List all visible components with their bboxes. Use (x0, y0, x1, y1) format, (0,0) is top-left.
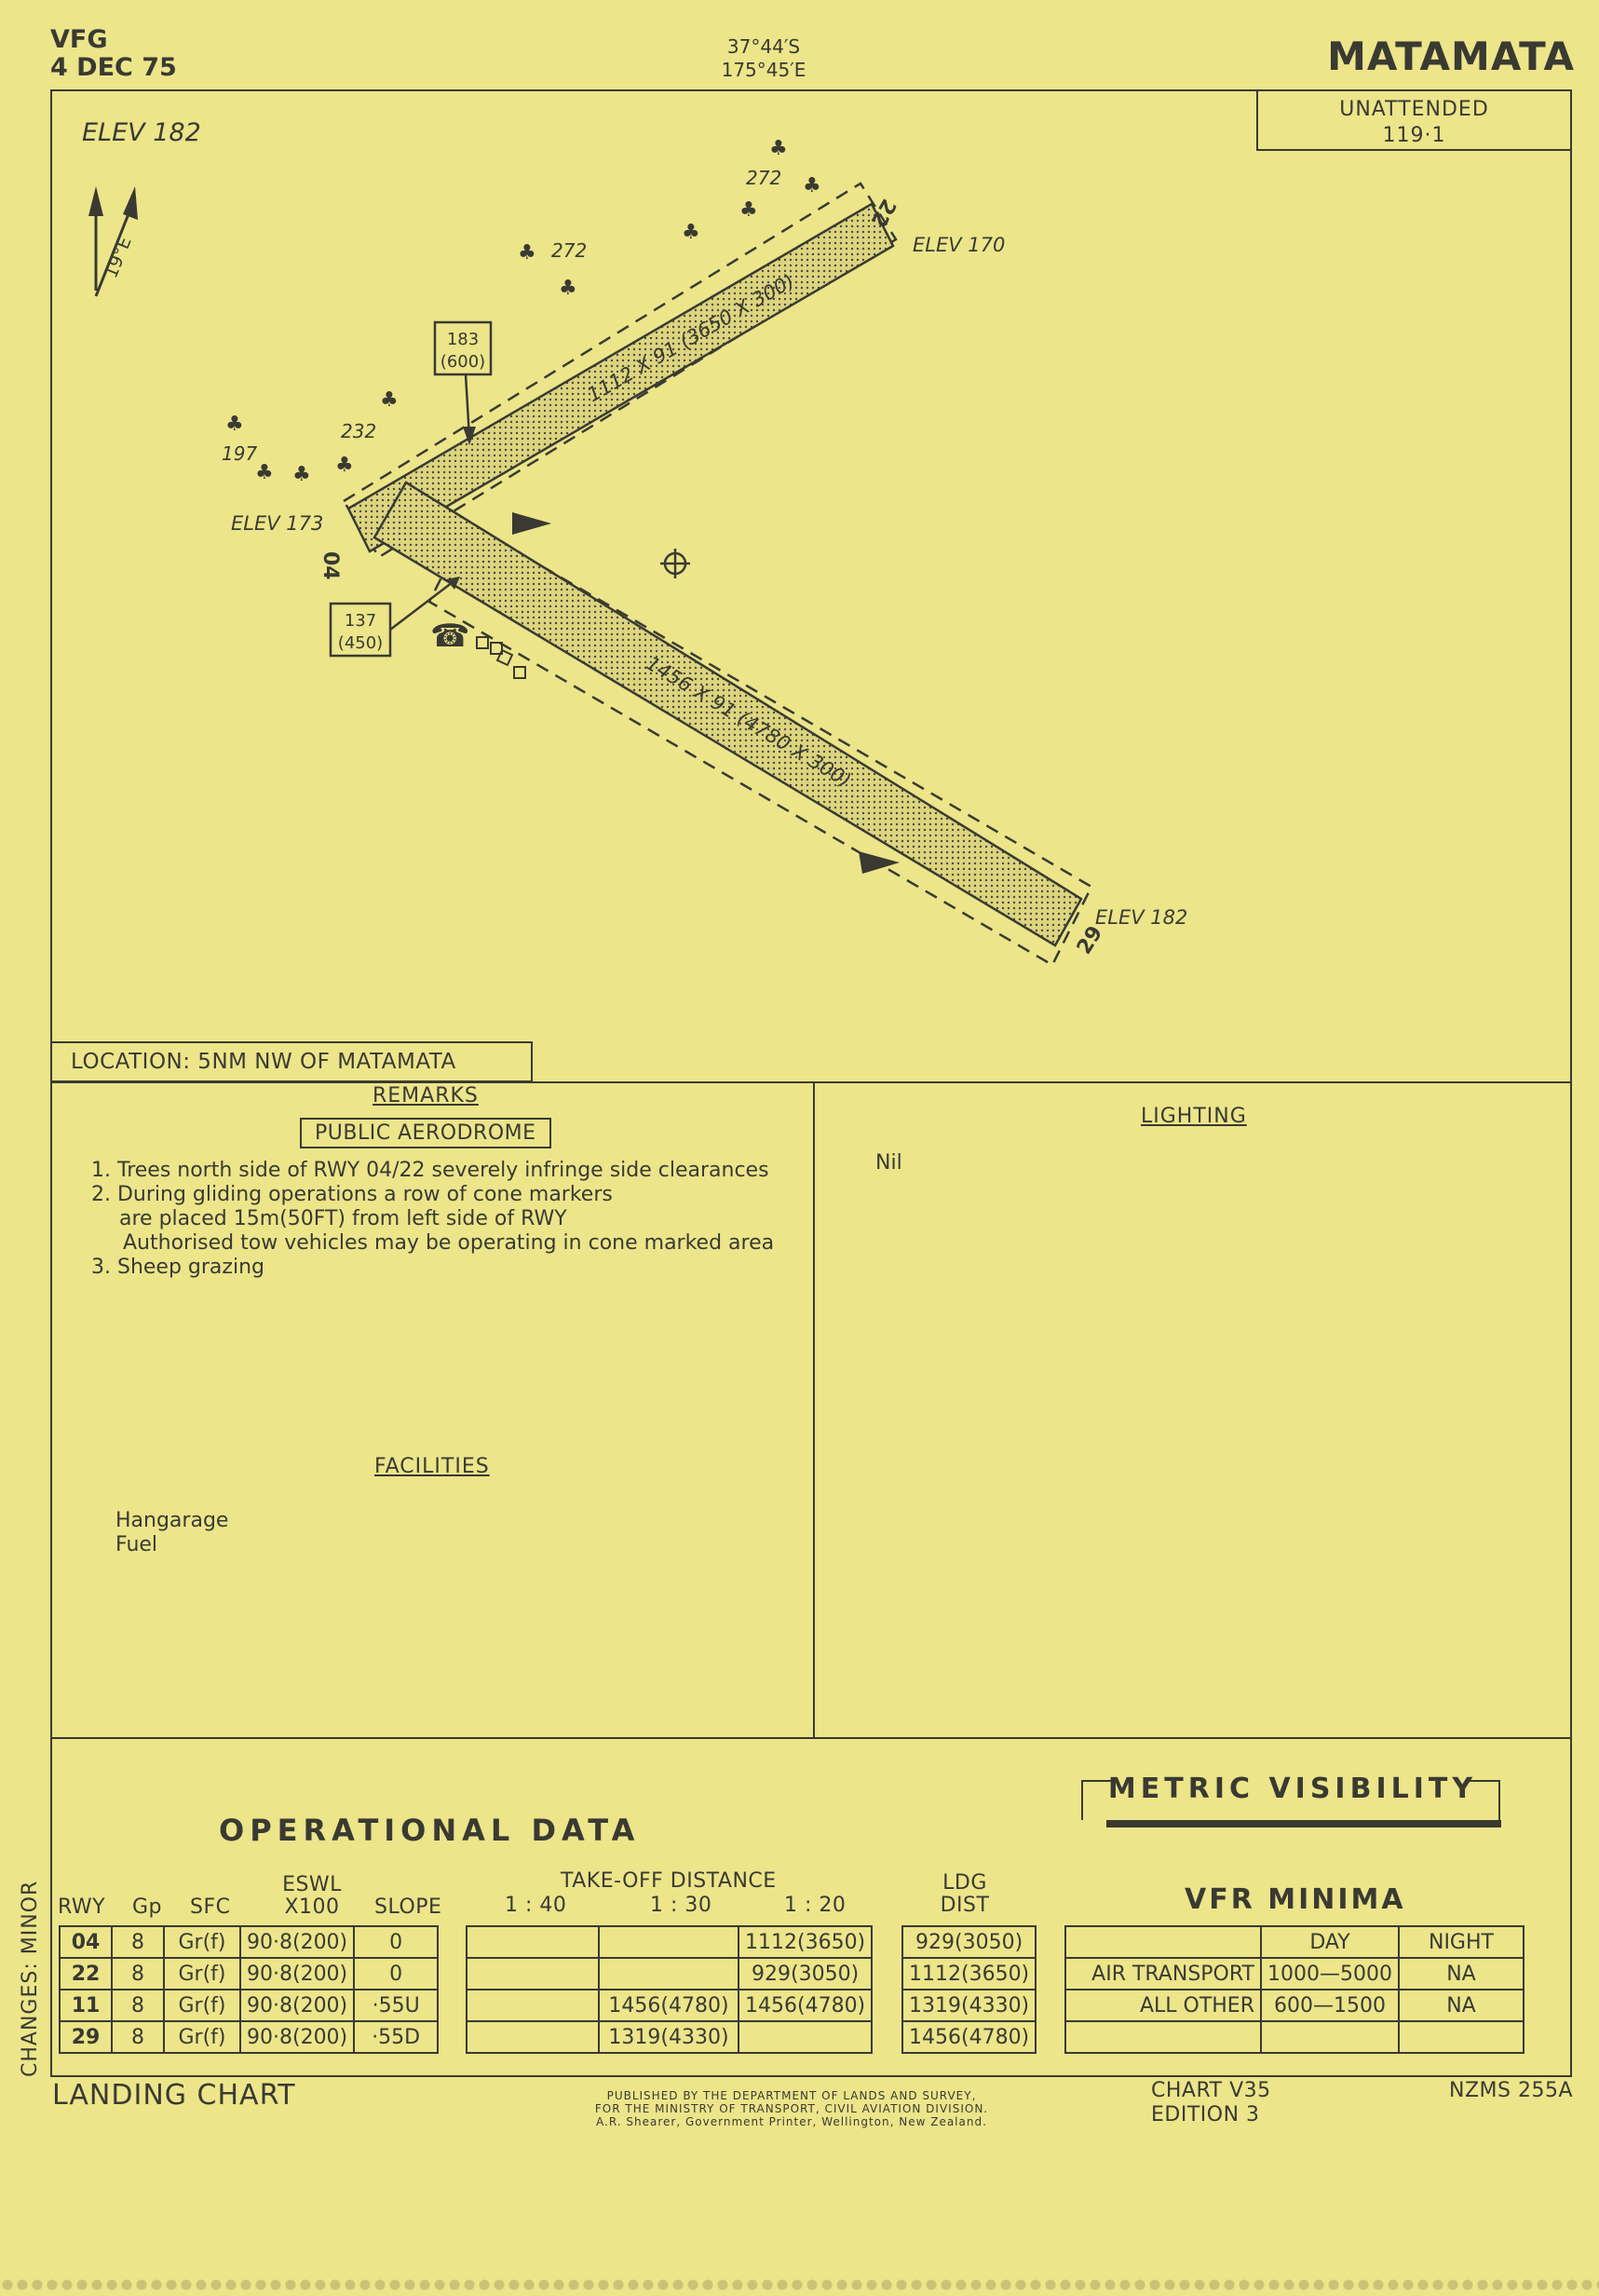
elevation-end-29: ELEV 182 (1095, 906, 1188, 929)
landing-direction-arrow-icon (512, 512, 551, 535)
svg-text:♣: ♣ (769, 137, 788, 160)
telephone-icon: ☎ (430, 618, 470, 655)
table-row: DAY NIGHT (1065, 1926, 1524, 1958)
public-aerodrome-box: PUBLIC AERODROME (300, 1118, 551, 1148)
operational-data-title: OPERATIONAL DATA (219, 1813, 641, 1848)
table-row: 11 8 Gr(f) 90·8(200) ·55U (60, 1990, 438, 2021)
svg-text:♣: ♣ (803, 174, 821, 197)
table-row (1065, 2021, 1524, 2053)
remarks-list (91, 1159, 774, 1280)
table-row: 929(3050) (902, 1926, 1036, 1958)
remarks-heading: REMARKS (373, 1084, 479, 1107)
vfr-minima-title: VFR MINIMA (1185, 1883, 1406, 1916)
tree-height-2: 272 (551, 239, 588, 262)
frequency-text: 119·1 (1382, 124, 1446, 147)
svg-text:♣: ♣ (335, 454, 354, 477)
elevation-end-04: ELEV 173 (231, 512, 324, 535)
col-tod-1-20: 1 : 20 (784, 1894, 847, 1917)
table-row: 29 8 Gr(f) 90·8(200) ·55D (60, 2021, 438, 2053)
runway-04-label: 04 (318, 551, 342, 580)
metric-visibility-title: METRIC VISIBILITY (1107, 1773, 1478, 1805)
chart-type: VFG (50, 25, 108, 54)
lighting-heading: LIGHTING (1141, 1105, 1247, 1128)
perforation-edge (0, 2277, 1599, 2292)
elevation-end-22: ELEV 170 (913, 234, 1006, 256)
svg-text:♣: ♣ (682, 221, 700, 244)
remark-line: 1. Trees north side of RWY 04/22 severely infringe side clearances (91, 1159, 769, 1182)
runway-22-label: 22 (865, 195, 901, 232)
tree-height-1: 272 (746, 167, 782, 189)
table-row: 1112(3650) (902, 1958, 1036, 1990)
chart-name: LANDING CHART (52, 2079, 296, 2112)
svg-text:♣: ♣ (518, 241, 536, 265)
col-ldg-dist: LDG DIST (940, 1871, 990, 1917)
height-box-137-m: 137 (344, 611, 377, 631)
status-text: UNATTENDED (1339, 98, 1489, 121)
height-box-183-ft: (600) (440, 352, 486, 372)
lighting-value: Nil (875, 1151, 902, 1175)
chart-date: 4 DEC 75 (50, 53, 177, 82)
facilities-list (115, 1509, 228, 1557)
runway-29-label: 29 (1072, 921, 1108, 959)
remark-line: 2. During gliding operations a row of cone markers (91, 1183, 613, 1206)
location-box: LOCATION: 5NM NW OF MATAMATA (50, 1041, 533, 1082)
magnetic-variation: 19°E (101, 234, 136, 281)
svg-text:♣: ♣ (380, 388, 399, 412)
table-row: 1456(4780) (902, 2021, 1036, 2053)
col-slope: SLOPE (374, 1895, 442, 1919)
facility-item: Hangarage (115, 1509, 229, 1532)
vfr-minima-table (1064, 1925, 1524, 2054)
remark-line: 3. Sheep grazing (91, 1256, 264, 1279)
aerodrome-diagram (0, 0, 1599, 1080)
table-row: AIR TRANSPORT 1000—5000 NA (1065, 1958, 1524, 1990)
tree-height-4: 197 (222, 442, 258, 465)
col-take-off-distance: TAKE-OFF DISTANCE (561, 1869, 777, 1893)
facilities-heading: FACILITIES (374, 1455, 490, 1478)
height-box-137-ft: (450) (337, 633, 384, 653)
svg-text:♣: ♣ (255, 461, 274, 484)
metric-visibility-bracket (1080, 1777, 1505, 1831)
chart-number: CHART V35 EDITION 3 (1151, 2079, 1271, 2126)
runway-04-22-dimensions: 1112 X 91 (3650 X 300) (583, 269, 798, 407)
table-row: 04 8 Gr(f) 90·8(200) 0 (60, 1926, 438, 1958)
aerodrome-elevation: ELEV 182 (82, 118, 201, 147)
facility-item: Fuel (115, 1533, 158, 1556)
table-row: 1112(3650) (467, 1926, 872, 1958)
table-row: 22 8 Gr(f) 90·8(200) 0 (60, 1958, 438, 1990)
data-divider (50, 1737, 1572, 1739)
series-number: NZMS 255A (1448, 2079, 1573, 2102)
col-rwy: RWY (58, 1895, 106, 1919)
longitude: 175°45′E (721, 59, 806, 81)
runway-data-table (59, 1925, 439, 2054)
take-off-distance-table (466, 1925, 873, 2054)
col-gp: Gp (132, 1895, 163, 1919)
latitude: 37°44′S (726, 35, 801, 58)
col-sfc: SFC (190, 1895, 231, 1919)
changes-note: CHANGES: MINOR (19, 1880, 42, 2077)
table-row: 1319(4330) (467, 2021, 872, 2053)
table-row: 1456(4780) 1456(4780) (467, 1990, 872, 2021)
remark-line: Authorised tow vehicles may be operating in cone marked area (123, 1231, 775, 1255)
aerodrome-title: MATAMATA (1327, 34, 1575, 79)
col-eswl: ESWL X100 (282, 1873, 342, 1919)
publisher-note: PUBLISHED BY THE DEPARTMENT OF LANDS AND SURVEY, FOR THE MINISTRY OF TRANSPORT, CIVIL AVIATION DIVISION. A.R. Shearer, Government Printer, Wellington, New Zealand. (594, 2089, 989, 2128)
svg-text:♣: ♣ (225, 413, 244, 436)
building-icon (477, 637, 525, 678)
col-tod-1-40: 1 : 40 (505, 1894, 567, 1917)
table-row: 929(3050) (467, 1958, 872, 1990)
tree-height-3: 232 (341, 420, 377, 442)
aerodrome-reference-point-icon (660, 549, 690, 578)
table-row: 1319(4330) (902, 1990, 1036, 2021)
landing-direction-arrow-icon (859, 851, 900, 874)
col-tod-1-30: 1 : 30 (650, 1894, 712, 1917)
remarks-divider (813, 1081, 815, 1738)
height-box-183-m: 183 (446, 330, 480, 349)
svg-text:♣: ♣ (739, 198, 758, 222)
runway-11-29-dimensions: 1456 X 91 (4780 X 300) (642, 651, 855, 793)
svg-text:♣: ♣ (292, 463, 311, 486)
landing-distance-table (901, 1925, 1037, 2054)
table-row: ALL OTHER 600—1500 NA (1065, 1990, 1524, 2021)
svg-text:♣: ♣ (559, 277, 577, 300)
remark-line: are placed 15m(50FT) from left side of RWY (119, 1207, 567, 1230)
